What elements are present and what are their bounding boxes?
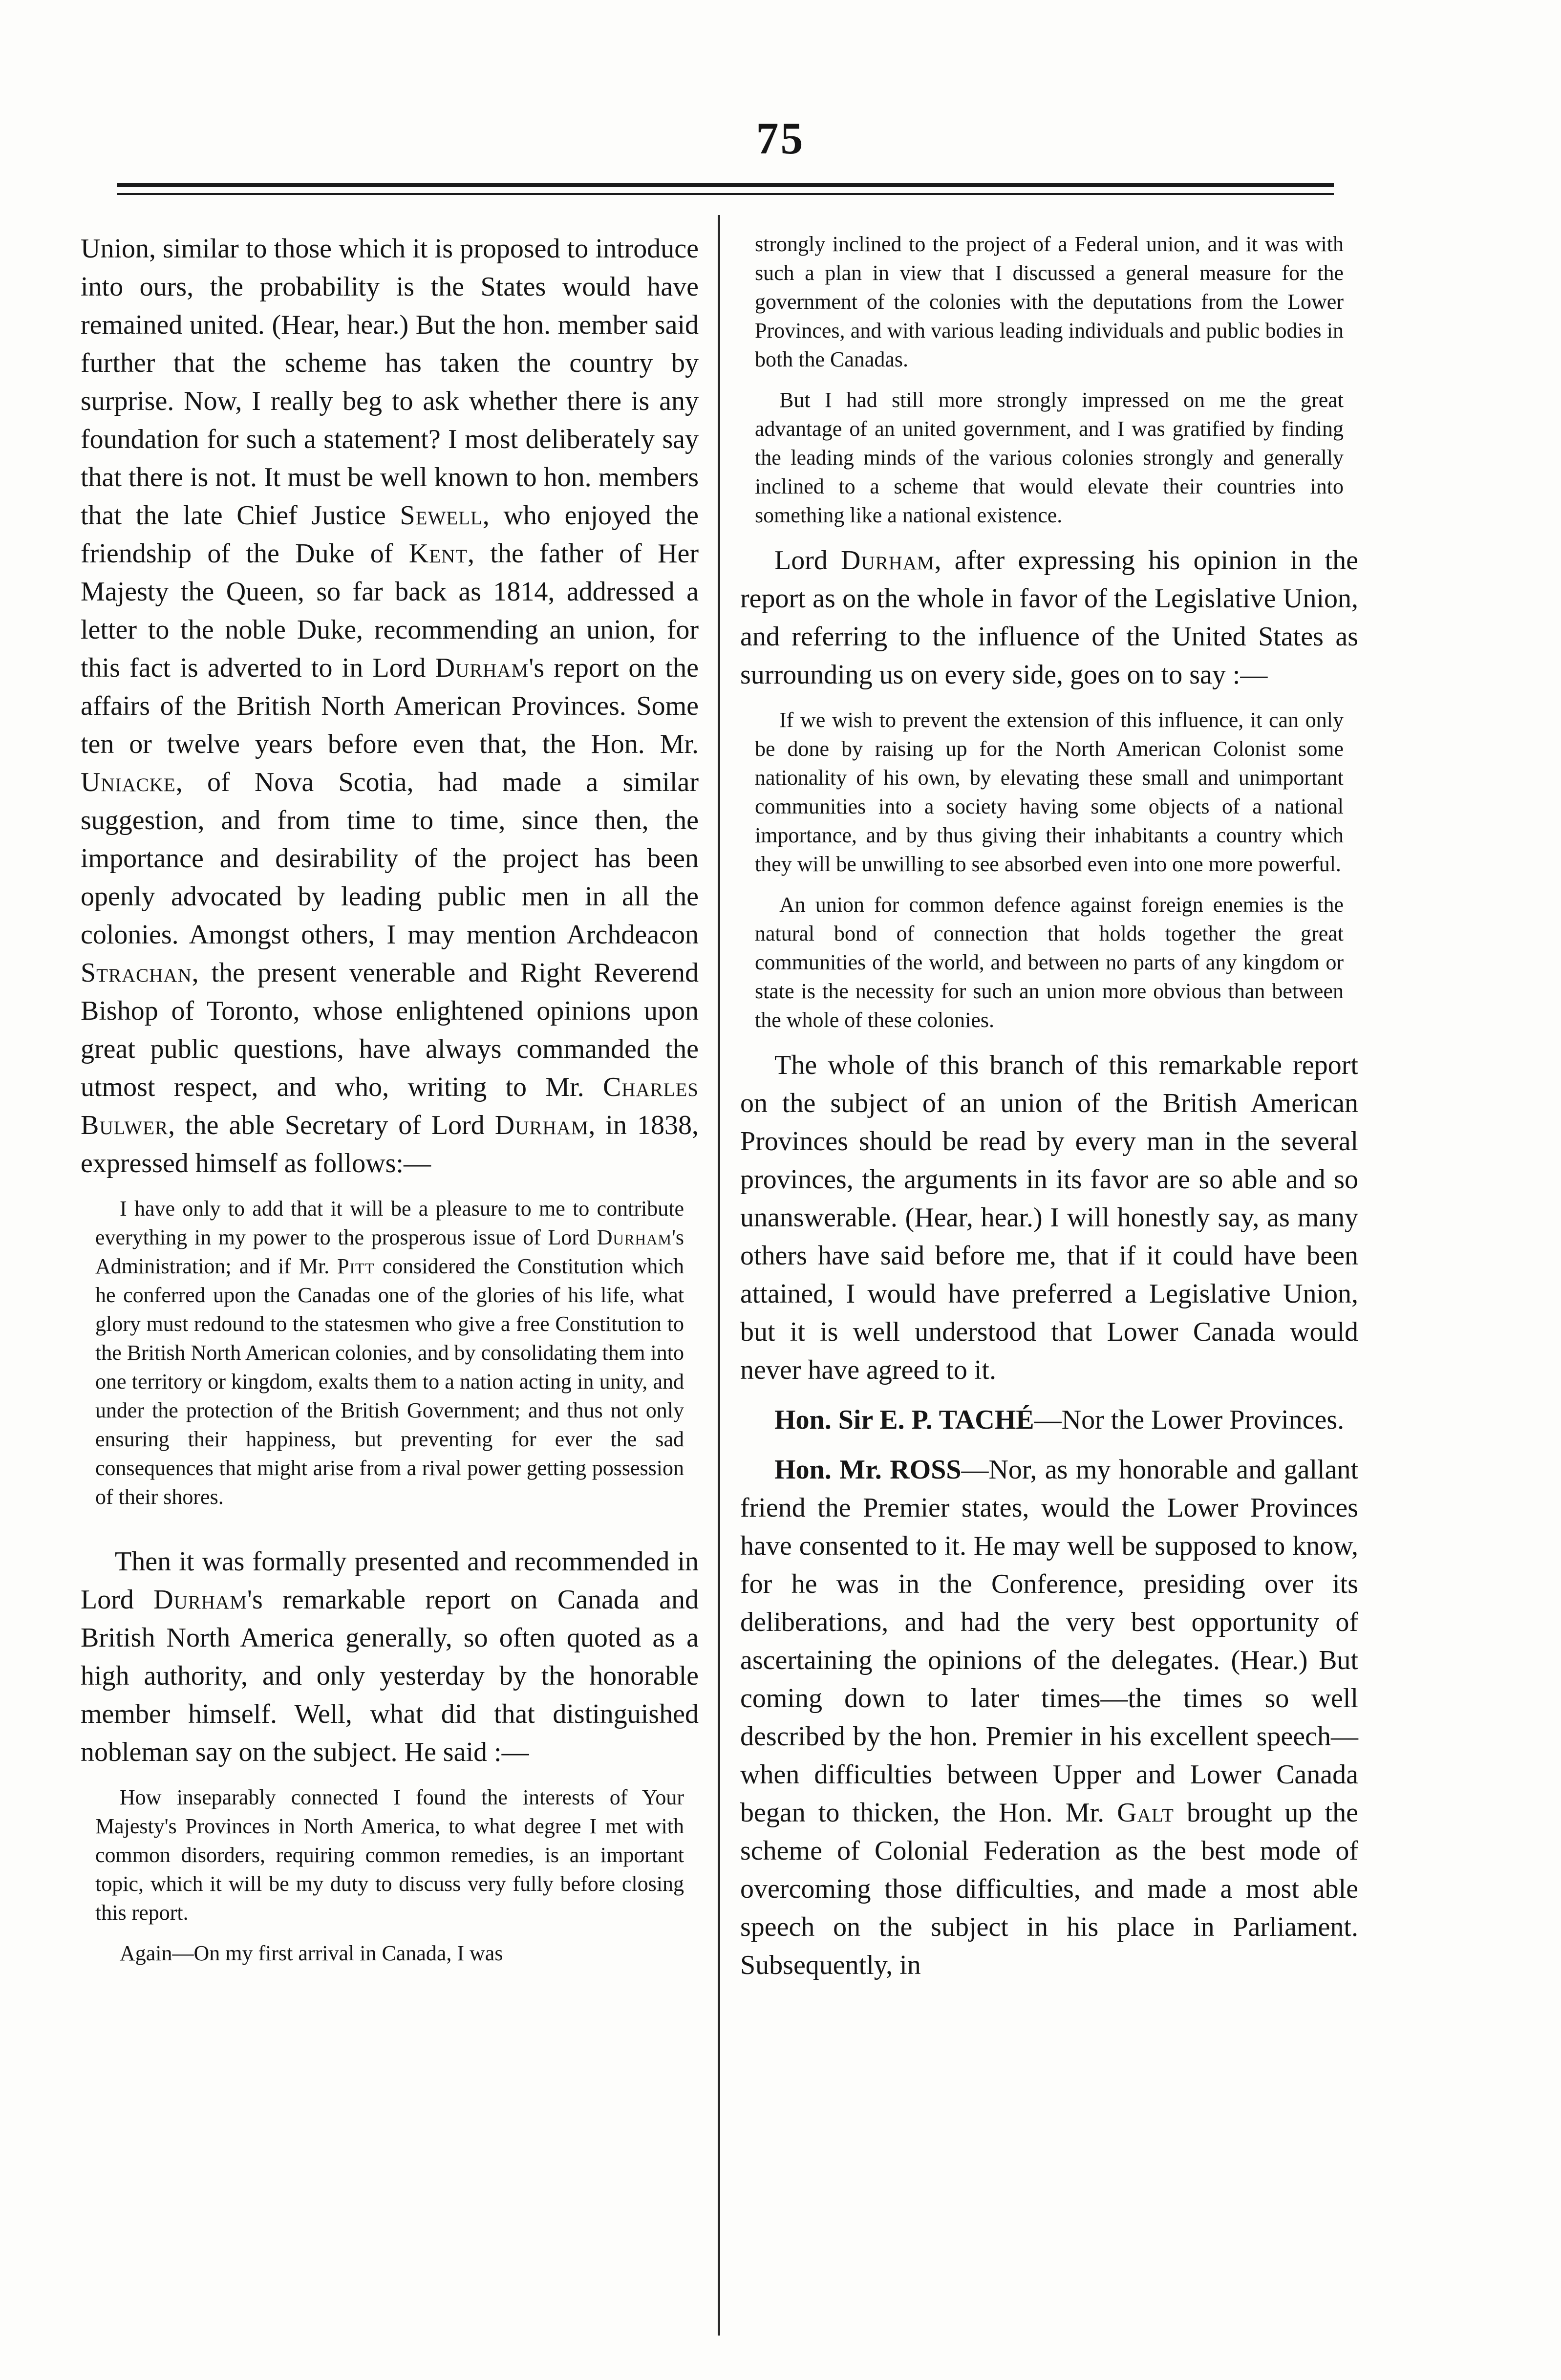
spacer xyxy=(81,1523,699,1543)
speech-paragraph: Union, similar to those which it is proposed to introduce into ours, the probability is the States would have remained united. (Hear, hear.) But the hon. member said further that the scheme has taken the country by surprise. Now, I really beg to ask whether there is any foundation for such a statement? I most deliberately say that there is not. It must be well known to hon. members that the late Chief Justice Sewell, who enjoyed the friendship of the Duke of Kent, the father of Her Majesty the Queen, so far back as 1814, addressed a letter to the noble Duke, recommending an union, for this fact is adverted to in Lord Durham's report on the affairs of the British North American Provinces. Some ten or twelve years before even that, the Hon. Mr. Uniacke, of Nova Scotia, had made a similar suggestion, and from time to time, since then, the importance and desirability of the project has been openly advocated by leading public men in all the colonies. Amongst others, I may mention Archdeacon Strachan, the present venerable and Right Reverend Bishop of Toronto, whose enlightened opinions upon great public questions, have always commanded the utmost respect, and who, writing to Mr. Charles Bulwer, the able Secretary of Lord Durham, in 1838, expressed himself as follows:— xyxy=(81,234,699,1179)
left-column xyxy=(81,230,699,1979)
speech-paragraph: Hon. Sir E. P. TACHÉ—Nor the Lower Provinces. xyxy=(774,1405,1345,1435)
name-durham: Durham xyxy=(597,1225,672,1249)
speech-paragraph: The whole of this branch of this remarkable report on the subject of an union of the British American Provinces should be read by every man in the several provinces, the arguments in its favor are so able and so unanswerable. (Hear, hear.) I will honestly say, as many others have said before me, that if it could have been attained, I would have preferred a Legislative Union, but it is well understood that Lower Canada would never have agreed to it. xyxy=(740,1050,1358,1385)
name-durham: Durham xyxy=(494,1110,589,1140)
name-strachan: Strachan xyxy=(81,958,192,988)
name-uniacke: Uniacke xyxy=(81,767,176,797)
block-quote: If we wish to prevent the extension of this influence, it can only be done by raising up for the North American Colonist some nationality of his own, by elevating these small and unimportant communities into a society having some objects of a national importance, and by thus giving their inhabitants a country which they will be unwilling to see absorbed even into one more powerful. xyxy=(755,708,1344,876)
speech-paragraph: Lord Durham, after expressing his opinion in the report as on the whole in favor of the Legislative Union, and referring to the influence of the United States as surrounding us on every side, goes on to say :— xyxy=(740,545,1358,690)
block-quote: An union for common defence against foreign enemies is the natural bond of connection that holds together the great communities of the world, and between no parts of any kingdom or state is the necessity for such an union more obvious than between the whole of these colonies. xyxy=(755,893,1344,1032)
header-rule-thick xyxy=(117,183,1334,187)
block-quote: How inseparably connected I found the interests of Your Majesty's Provinces in North America, to what degree I met with common disorders, requiring common remedies, is an important topic, which it will be my duty to discuss very fully before closing this report. xyxy=(95,1785,684,1925)
name-durham: Durham xyxy=(153,1585,247,1615)
speaker-name: Hon. Sir E. P. TACHÉ xyxy=(774,1405,1034,1435)
block-quote: strongly inclined to the project of a Federal union, and it was with such a plan in view that I discussed a general measure for the government of the colonies with the deputations from the Lower Provinces, and with various leading individuals and public bodies in both the Canadas. xyxy=(755,232,1344,371)
right-column xyxy=(740,230,1358,1996)
name-pitt: Pitt xyxy=(337,1254,375,1278)
name-bulwer: Charles Bulwer xyxy=(81,1072,699,1140)
speaker-name: Hon. Mr. ROSS xyxy=(774,1455,962,1485)
name-durham: Durham xyxy=(841,545,935,576)
speech-paragraph: Then it was formally presented and recommended in Lord Durham's remarkable report on Canada and British North America generally, so often quoted as a high authority, and only yesterday by the honorable member himself. Well, what did that distinguished nobleman say on the subject. He said :— xyxy=(81,1546,699,1767)
speech-paragraph: Hon. Mr. ROSS—Nor, as my honorable and gallant friend the Premier states, would the Lower Provinces have consented to it. He may well be supposed to know, for he was in the Conference, presiding over its deliberations, and had the very best opportunity of ascertaining the opinions of the delegates. (Hear.) But coming down to later times—the times so well described by the hon. Premier in his excellent speech—when difficulties between Upper and Lower Canada began to thicken, the Hon. Mr. Galt brought up the scheme of Colonial Federation as the best mode of overcoming those difficulties, and made a most able speech on the subject in his place in Parliament. Subsequently, in xyxy=(740,1455,1358,1980)
block-quote: Again—On my first arrival in Canada, I was xyxy=(120,1941,503,1965)
page-number: 75 xyxy=(756,113,805,163)
name-kent: Kent xyxy=(408,538,468,569)
header-rule-thin xyxy=(117,193,1334,195)
block-quote: I have only to add that it will be a pleasure to me to contribute everything in my power to the prosperous issue of Lord Durham's Administration; and if Mr. Pitt considered the Constitution which he conferred upon the Canadas one of the glories of his life, what glory must redound to the statesmen who give a free Constitution to the British North American colonies, and by consolidating them into one territory or kingdom, exalts them to a nation acting in unity, and under the protection of the British Government; and thus not only ensuring their happiness, but preventing for ever the sad consequences that might arise from a rival power getting possession of their shores. xyxy=(95,1197,684,1509)
name-sewell: Sewell xyxy=(400,500,483,531)
name-durham: Durham xyxy=(435,653,529,683)
block-quote: But I had still more strongly impressed on me the great advantage of an united government, and I was gratified by finding the leading minds of the various colonies strongly and generally inclined to a scheme that would elevate their countries into something like a national existence. xyxy=(755,388,1344,527)
column-divider xyxy=(718,215,720,2336)
name-galt: Galt xyxy=(1117,1798,1174,1828)
